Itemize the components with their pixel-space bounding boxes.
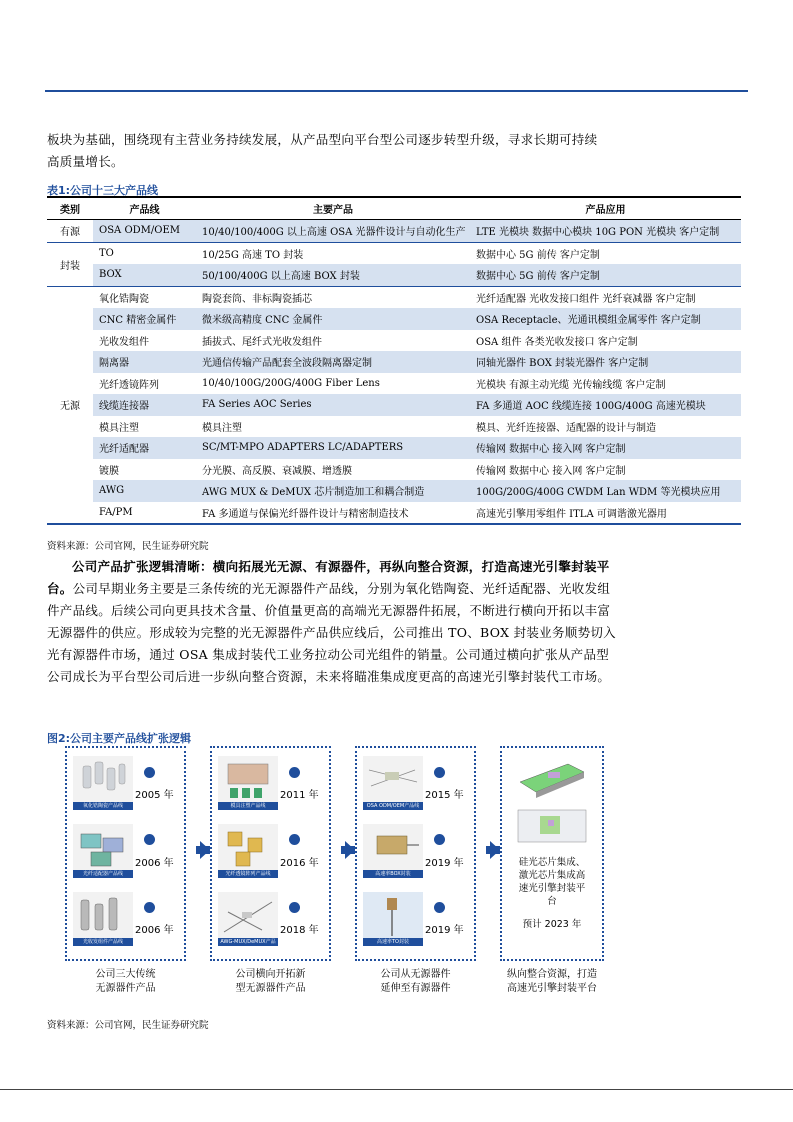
logic-bold-lead: 公司产品扩张逻辑清晰：横向拓展光无源、有源器件，再纵向整合资源，打造高速光引擎封装平台。: [47, 559, 610, 596]
table-caption: 表1:公司十三大产品线: [47, 184, 159, 197]
product-image: 模具注塑产品线: [218, 756, 278, 810]
table-row: 光纤适配器 SC/MT-MPO ADAPTERS LC/ADAPTERS 传输网 数据中心 接入网 客户定制: [47, 437, 741, 459]
engine-platform-image: [514, 806, 590, 846]
table-row: 线缆连接器 FA Series AOC Series FA 多通道 AOC 线缆连接 100G/400G 高速光模块: [47, 394, 741, 416]
table-row: AWG AWG MUX & DeMUX 芯片制造加工和耦合制造 100G/200G/400G CWDM Lan WDM 等光模块应用: [47, 480, 741, 502]
column-caption: 公司横向开拓新 型无源器件产品: [235, 969, 306, 994]
table-row: 光收发组件 插拔式、尾纤式光收发组件 OSA 组件 各类光收发接口 客户定制: [99, 336, 638, 348]
expansion-logic-paragraph: [47, 556, 617, 688]
table-row: 隔离器 光通信传输产品配套全波段隔离器定制 同轴光器件 BOX 封装光器件 客户定制: [47, 351, 741, 373]
right-arrow-icon: [490, 841, 500, 859]
table-row: 镀膜 分光膜、高反膜、衰减膜、增透膜 传输网 数据中心 接入网 客户定制: [99, 465, 626, 477]
right-arrow-icon: [345, 841, 355, 859]
figure-column-active: OSA ODM/OEM产品线 2015 年 高速率BOX封装 2019 年 高速率TO封装 2019 年: [355, 746, 476, 961]
product-line-table: [47, 196, 741, 525]
product-image: 光纤透镜阵列产品线: [218, 824, 278, 878]
intro-paragraph: [47, 129, 617, 173]
timeline-dot: [289, 902, 300, 913]
column-caption: 纵向整合资源，打造 高速光引擎封装平台: [507, 969, 597, 994]
timeline-dot: [144, 834, 155, 845]
column-caption: 公司从无源器件 延伸至有源器件: [380, 969, 451, 994]
category-passive: 无源: [47, 286, 93, 524]
table-row: BOX 50/100/400G 以上高速 BOX 封装 数据中心 5G 前传 客户定制: [47, 264, 741, 286]
logic-body: 公司早期业务主要是三条传统的光无源器件产品线，分别为氧化锆陶瓷、光纤适配器、光收发组件产品线。后续公司向更具技术含量、价值量更高的高端光无源器件拓展，不断进行横向开拓以丰富无源器件的供应。形成较为完整的光无源器件产品供应线后，公司推出 TO、BOX 封装业务顺势切入光有源器件市场，通过 OSA 集成封装代工业务拉动公司光组件的销量。公司通过横向扩张从产品型公司成长为平台型公司后进一步纵向整合资源，未来将瞄准集成度更高的高速光引擎封装代工市场。: [47, 581, 616, 684]
engine-platform-text: 硅光芯片集成、 激光芯片集成高 速光引擎封装平 台: [518, 857, 586, 907]
category-package: 封装: [47, 242, 93, 286]
header-product-line: 产品线: [93, 197, 196, 220]
product-image: 高速率TO封装: [363, 892, 423, 946]
product-image: 氧化锆陶瓷产品线: [73, 756, 133, 810]
product-image: OSA ODM/OEM产品线: [363, 756, 423, 810]
product-image: 光纤适配器产品线: [73, 824, 133, 878]
footer-rule: [0, 1089, 793, 1090]
category-active: 有源: [47, 220, 93, 243]
product-image: 光收发组件产品线: [73, 892, 133, 946]
figure-source-note: 资料来源：公司官网，民生证券研究院: [47, 1020, 209, 1031]
table-row: FA/PM FA 多通道与保偏光纤器件设计与精密制造技术 高速光引擎用零组件 ITLA 可调谐激光器用: [47, 502, 741, 525]
figure-column-engine-platform: [500, 746, 604, 961]
timeline-dot: [144, 902, 155, 913]
header-rule: [45, 90, 748, 92]
table-header-row: [47, 197, 741, 220]
header-category: 类别: [47, 197, 93, 220]
timeline-dot: [289, 834, 300, 845]
optical-engine-image: [514, 756, 590, 804]
table-row: 有源 OSA ODM/OEM 10/40/100/400G 以上高速 OSA 光器件设计与自动化生产 LTE 光模块 数据中心模块 10G PON 光模块 客户定制: [47, 220, 741, 243]
product-image: AWG-MUX/DeMUX产品线: [218, 892, 278, 946]
figure-caption: 图2:公司主要产品线扩张逻辑: [47, 732, 192, 745]
timeline-dot: [434, 902, 445, 913]
right-arrow-icon: [200, 841, 210, 859]
column-caption: 公司三大传统 无源器件产品: [95, 969, 156, 994]
expansion-figure: [47, 746, 741, 1010]
table-source-note: 资料来源：公司官网，民生证券研究院: [47, 541, 209, 552]
product-image: 高速率BOX封装: [363, 824, 423, 878]
timeline-dot: [144, 767, 155, 778]
timeline-dot: [289, 767, 300, 778]
intro-line-1: 板块为基础，围绕现有主营业务持续发展，从产品型向平台型公司逐步转型升级，寻求长期可持续: [47, 132, 598, 147]
intro-line-2: 高质量增长。: [47, 154, 124, 169]
table-row: CNC 精密金属件 微米级高精度 CNC 金属件 OSA Receptacle、光通讯模组金属零件 客户定制: [47, 308, 741, 330]
figure-column-traditional: 氧化锆陶瓷产品线 2005 年 光纤适配器产品线 2006 年 光收发组件产品线 2006 年: [65, 746, 186, 961]
timeline-dot: [434, 767, 445, 778]
engine-platform-year: 预计 2023 年: [522, 919, 582, 930]
table-row: 模具注塑 模具注塑 模具、光纤连接器、适配器的设计与制造: [99, 422, 656, 434]
table-row: 无源 氧化锆陶瓷 陶瓷套筒、非标陶瓷插芯 光纤适配器 光收发接口组件 光纤衰减器 客户定制: [47, 286, 741, 308]
figure-column-new-passive: 模具注塑产品线 2011 年 光纤透镜阵列产品线 2016 年 AWG-MUX/DeMUX产品线 2018 年: [210, 746, 331, 961]
header-main-products: 主要产品: [196, 197, 470, 220]
timeline-dot: [434, 834, 445, 845]
table-row: 封装 TO 10/25G 高速 TO 封装 数据中心 5G 前传 客户定制: [47, 242, 741, 264]
header-applications: 产品应用: [470, 197, 741, 220]
table-row: 光纤透镜阵列 10/40/100G/200G/400G Fiber Lens 光模块 有源主动光缆 光传输线缆 客户定制: [99, 377, 666, 391]
